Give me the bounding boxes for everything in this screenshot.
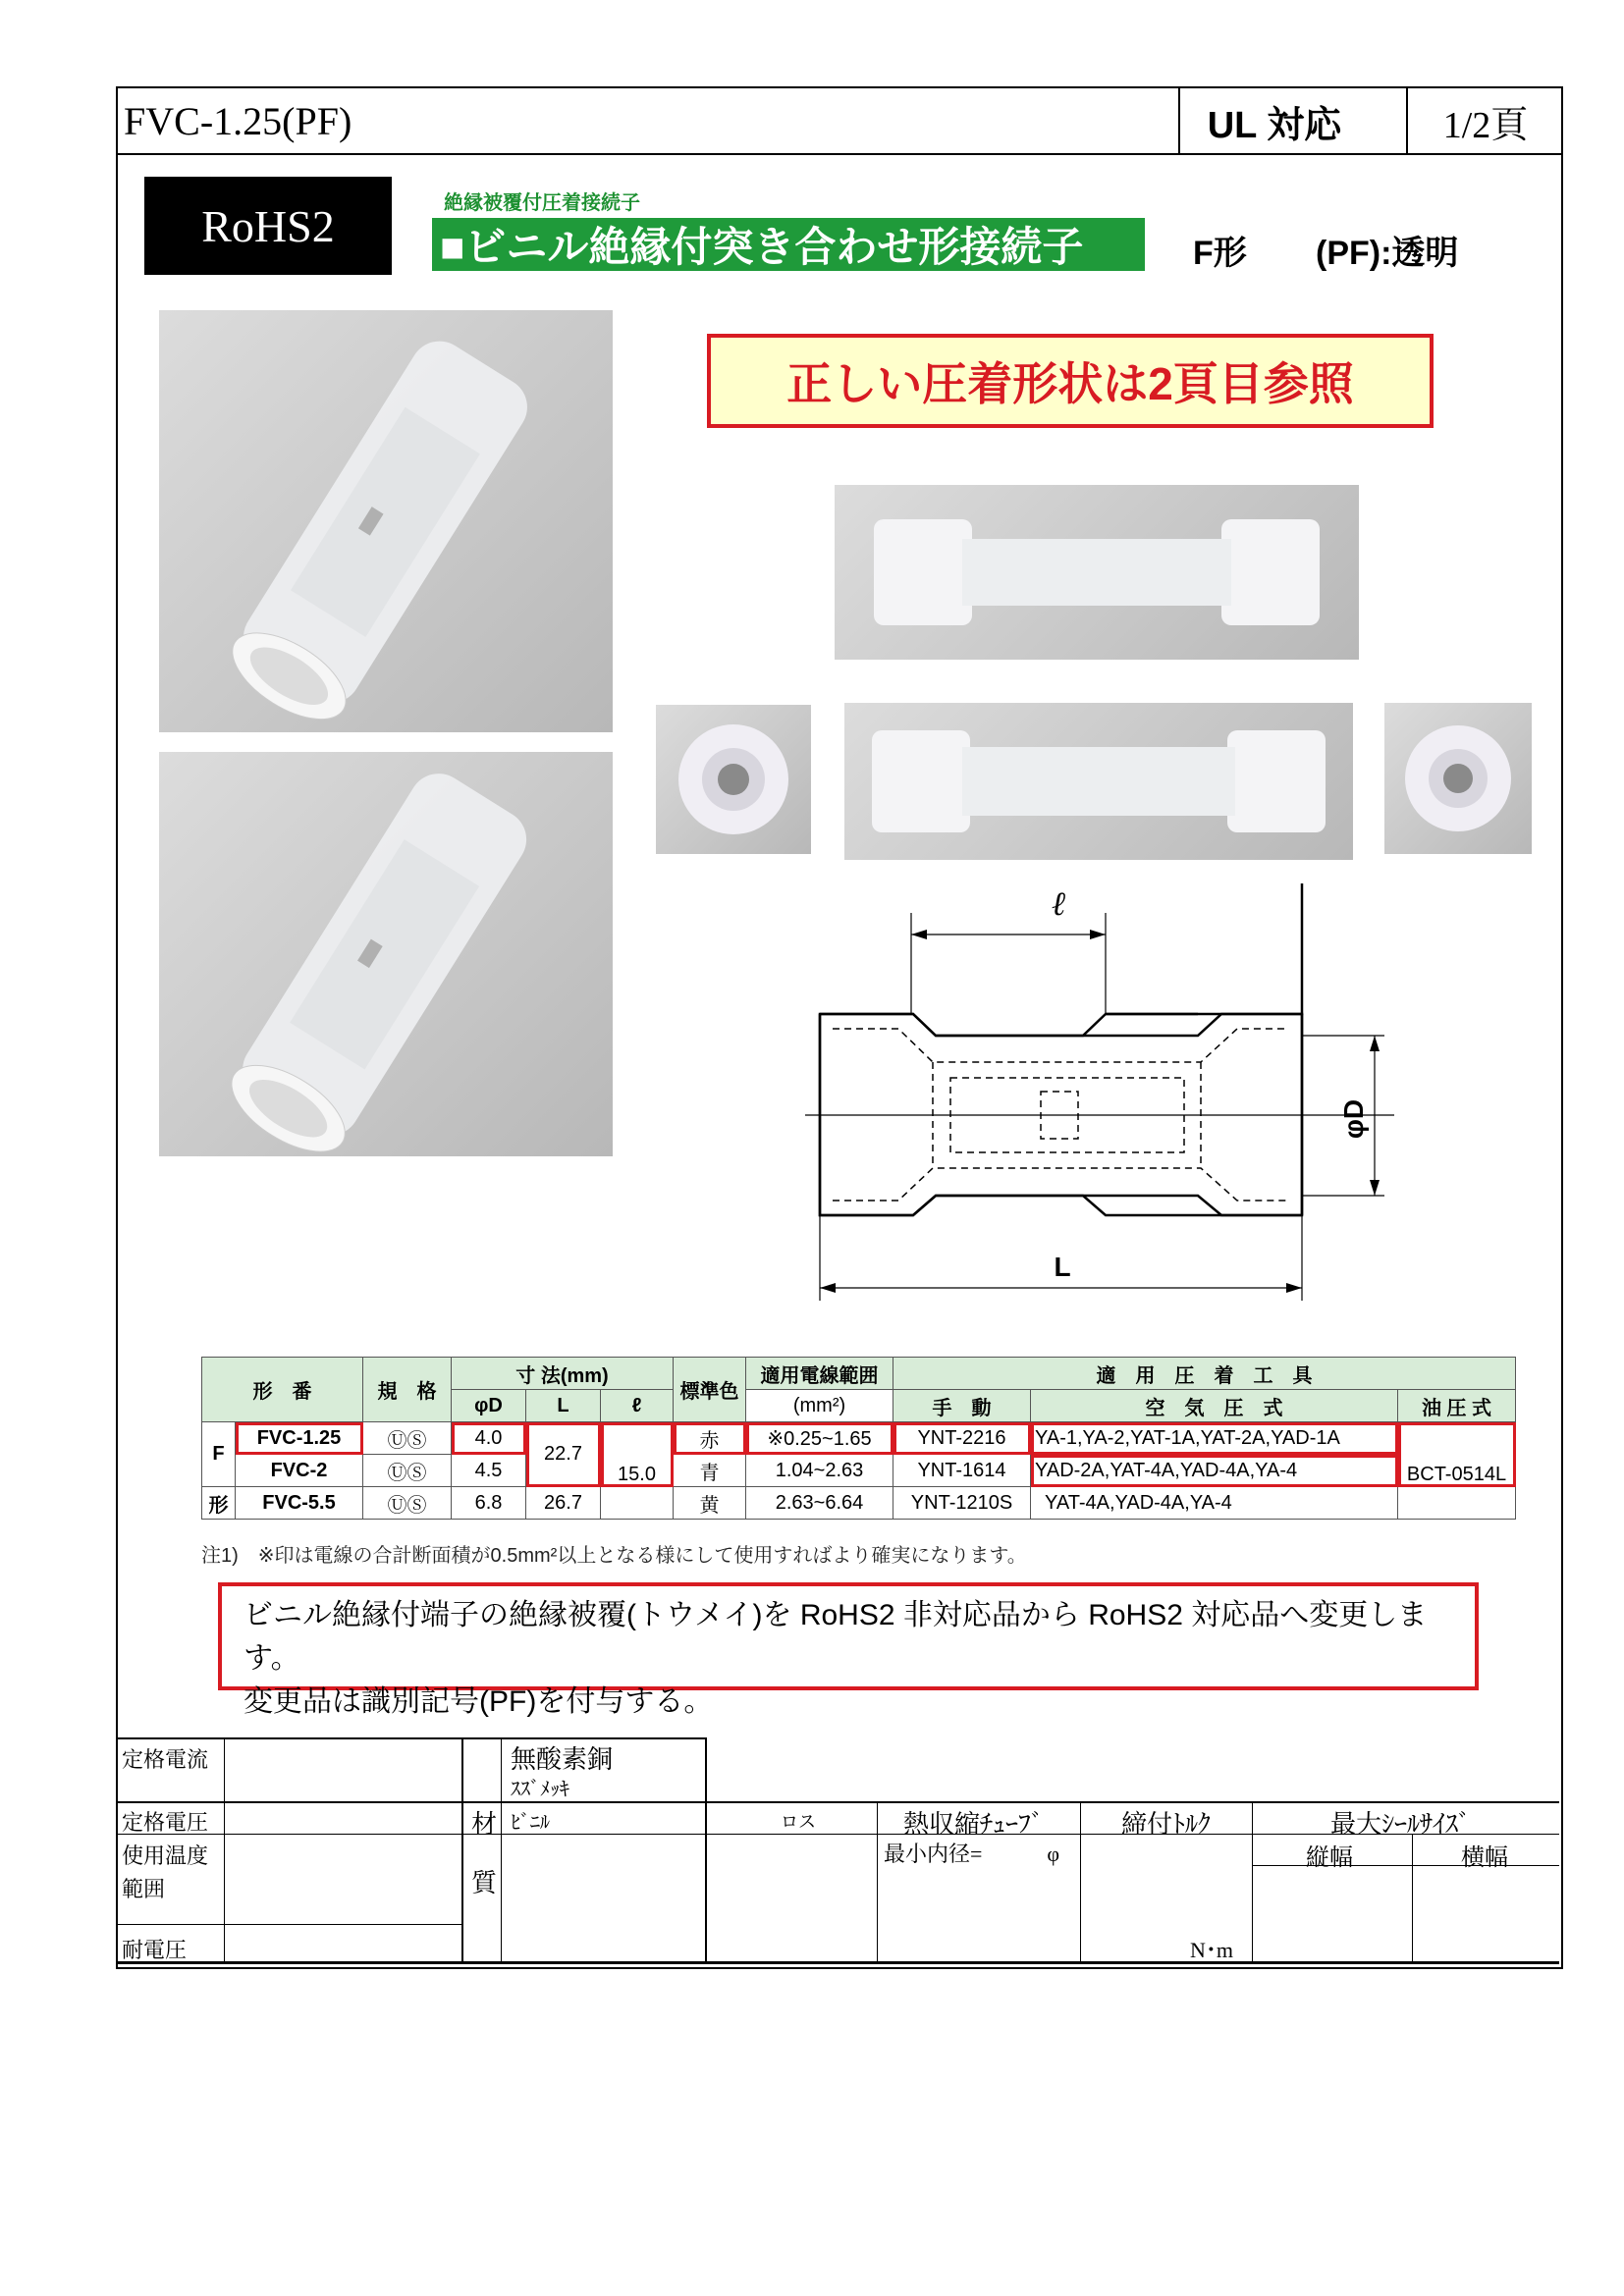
shared-hyd-cell: BCT-0514L: [1398, 1422, 1516, 1487]
d-cell: 4.0: [452, 1422, 526, 1455]
air-cell: YA-1,YA-2,YAT-1A,YAT-2A,YAD-1A: [1031, 1422, 1398, 1455]
ul-label: UL 対応: [1178, 88, 1369, 153]
h-tools: 適 用 圧 着 工 具: [893, 1358, 1516, 1390]
std-cell: ⓊⓈ: [363, 1422, 452, 1455]
air-cell: YAD-2A,YAT-4A,YAD-4A,YA-4: [1031, 1455, 1398, 1487]
label-L: L: [1054, 1252, 1071, 1282]
seal-height-label: 縦幅: [1306, 1845, 1353, 1871]
l-cell: [601, 1487, 674, 1520]
dimension-drawing: [805, 883, 1414, 1315]
seal-width-label: 横幅: [1461, 1845, 1508, 1871]
temp-label-1: 使用温度: [122, 1843, 209, 1868]
h-model: 形 番: [202, 1358, 363, 1422]
h-hyd: 油 圧 式: [1398, 1390, 1516, 1422]
ros-label: ロス: [781, 1812, 816, 1832]
header-bar: [116, 86, 1563, 155]
shared-l-cell: 15.0: [601, 1422, 674, 1487]
table-row: [202, 1455, 1516, 1487]
group-label-f: F: [202, 1422, 236, 1487]
spec-table: [201, 1357, 1516, 1520]
h-dims: 寸 法(mm): [452, 1358, 674, 1390]
max-seal-label: 最大ｼｰﾙｻｲｽﾞ: [1330, 1810, 1472, 1839]
color-note: (PF):透明: [1316, 235, 1459, 272]
d-cell: 4.5: [452, 1455, 526, 1487]
rohs-badge: RoHS2: [144, 177, 392, 275]
product-title: ■ビニル絶縁付突き合わせ形接続子: [432, 218, 1145, 271]
withstand-label: 耐電圧: [122, 1938, 188, 1962]
h-standard: 規 格: [363, 1358, 452, 1422]
rated-current-label: 定格電流: [122, 1747, 209, 1772]
model-cell: FVC-5.5: [236, 1487, 363, 1520]
note-1: 注1) ※印は電線の合計断面積が0.5mm²以上となる様にして使用すればより確実になります。: [201, 1545, 1027, 1567]
page-number: 1/2頁: [1406, 88, 1563, 153]
label-l-small: ℓ: [1051, 886, 1066, 923]
model-cell: FVC-2: [236, 1455, 363, 1487]
material-vinyl: ﾋﾞﾆﾙ: [511, 1812, 550, 1834]
product-photo-side: [835, 485, 1359, 660]
change-notice: [218, 1582, 1479, 1718]
product-photo-end-right: [1384, 703, 1532, 854]
product-photo-side-2: [844, 703, 1353, 860]
h-L: L: [526, 1390, 601, 1422]
std-cell: ⓊⓈ: [363, 1455, 452, 1487]
product-photo-angled-1: [159, 310, 613, 732]
torque-unit: N･m: [1190, 1938, 1234, 1962]
label-phi-d: φD: [1338, 1098, 1369, 1140]
color-cell: 黄: [674, 1487, 746, 1520]
h-color: 標準色: [674, 1358, 746, 1422]
color-cell: 青: [674, 1455, 746, 1487]
L-cell: 26.7: [526, 1487, 601, 1520]
h-air: 空 気 圧 式: [1031, 1390, 1398, 1422]
wire-cell: ※0.25~1.65: [746, 1422, 893, 1455]
product-photo-end-left: [656, 705, 811, 854]
manual-cell: YNT-1614: [893, 1455, 1031, 1487]
change-notice-line-1: ビニル絶縁付端子の絶縁被覆(トウメイ)を RoHS2 非対応品から RoHS2 対応品へ変更します。: [244, 1599, 1428, 1675]
h-l: ℓ: [601, 1390, 674, 1422]
group-label-kei: 形: [202, 1487, 236, 1520]
torque-label: 締付ﾄﾙｸ: [1121, 1810, 1212, 1839]
temp-label-2: 範囲: [122, 1877, 166, 1901]
material-plating: ｽｽﾞﾒｯｷ: [511, 1779, 569, 1800]
h-d: φD: [452, 1390, 526, 1422]
model-cell: FVC-1.25: [236, 1422, 363, 1455]
color-cell: 赤: [674, 1422, 746, 1455]
d-cell: 6.8: [452, 1487, 526, 1520]
product-photo-angled-2: [159, 752, 613, 1156]
hyd-cell: [1398, 1487, 1516, 1520]
change-notice-line-2: 変更品は識別記号(PF)を付与する。: [244, 1685, 714, 1718]
crimp-shape-notice: 正しい圧着形状は2頁目参照: [707, 334, 1434, 428]
material-copper: 無酸素銅: [511, 1745, 614, 1774]
h-wire-unit: (mm²): [746, 1390, 893, 1422]
min-diameter-label: 最小内径= φ: [884, 1842, 1060, 1866]
wire-cell: 2.63~6.64: [746, 1487, 893, 1520]
shared-L-cell: 22.7: [526, 1422, 601, 1487]
table-row: [202, 1487, 1516, 1520]
model-number: FVC-1.25(PF): [124, 98, 352, 143]
table-row: [202, 1422, 1516, 1455]
air-cell: YAT-4A,YAD-4A,YA-4: [1031, 1487, 1398, 1520]
form-type: F形: [1193, 235, 1247, 272]
material-label-1: 材: [471, 1810, 498, 1839]
subtitle: 絶縁被覆付圧着接続子: [444, 192, 640, 214]
manual-cell: YNT-1210S: [893, 1487, 1031, 1520]
wire-cell: 1.04~2.63: [746, 1455, 893, 1487]
heat-tube-label: 熱収縮ﾁｭｰﾌﾞ: [903, 1810, 1045, 1839]
h-manual: 手 動: [893, 1390, 1031, 1422]
h-wire: 適用電線範囲: [746, 1358, 893, 1390]
material-label-2: 質: [471, 1869, 498, 1897]
rated-voltage-label: 定格電圧: [122, 1810, 209, 1835]
std-cell: ⓊⓈ: [363, 1487, 452, 1520]
manual-cell: YNT-2216: [893, 1422, 1031, 1455]
